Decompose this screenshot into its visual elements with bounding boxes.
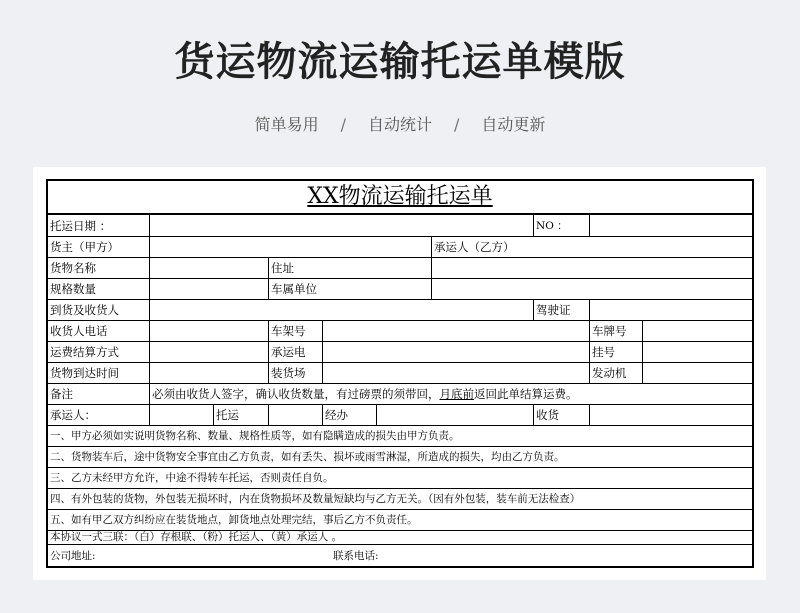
remark-label: 备注: [50, 387, 73, 401]
signer-handler-label: 经办: [325, 408, 348, 422]
row-line: [48, 278, 752, 279]
goods-name-label: 货物名称: [50, 261, 96, 275]
arrival-time-label: 货物到达时间: [50, 366, 119, 380]
signer-consign-label: 托运: [216, 408, 239, 422]
col-line: [268, 404, 269, 425]
row-line: [48, 341, 752, 342]
term-item: 三、乙方未经甲方允许，中途不得转车托运，否则责任自负。: [50, 472, 334, 484]
form-title-row: [48, 181, 752, 215]
consignment-form: [46, 179, 754, 568]
tag-auto-stat: 自动统计: [367, 115, 432, 134]
row-line: [48, 404, 752, 405]
remark-text-part: 必须由收货人签字，确认收货数量，有过磅票的须带回，: [152, 387, 440, 401]
page-title: 货运物流运输托运单模版: [174, 39, 626, 85]
row-line: [48, 299, 752, 300]
trailer-label: 挂号: [592, 345, 615, 359]
remark-text-deadline: 月底前: [439, 387, 474, 401]
no-label: NO ：: [536, 220, 568, 232]
row-line: [48, 257, 752, 258]
loading-site-label: 装货场: [271, 366, 306, 380]
remark-text: [150, 384, 752, 404]
col-line: [589, 404, 590, 425]
spec-qty-label: 规格数量: [50, 282, 96, 296]
col-line: [149, 215, 150, 383]
tag-auto-update: 自动更新: [481, 115, 546, 134]
term-item: 一、甲方必须如实说明货物名称、数量、规格性质等，如有隐瞒造成的损失由甲方负责。: [50, 430, 460, 442]
remark-text-part: 返回此单结算运费。: [474, 387, 578, 401]
tag-easy: 简单易用: [254, 115, 319, 134]
row-line: [48, 320, 752, 321]
shipper-label: 货主（甲方）: [50, 240, 119, 254]
destination-label: 到货及收货人: [50, 303, 119, 317]
col-line: [589, 215, 590, 236]
row-line: [48, 362, 752, 363]
signer-carrier-label: 承运人：: [50, 408, 96, 422]
frame-no-label: 车架号: [271, 324, 306, 338]
engine-label: 发动机: [592, 366, 627, 380]
col-line: [431, 257, 432, 299]
receiver-phone-label: 收货人电话: [50, 324, 108, 338]
tag-separator: /: [340, 115, 346, 134]
form-title: XX物流运输托运单: [307, 184, 493, 209]
term-item: 四、有外包装的货物，外包装无损坏时，内在货物损坏及数量短缺均与乙方无关。（因有外包装，装车前无法检查）: [50, 493, 581, 505]
row-line: [48, 236, 752, 237]
feature-tags: [0, 112, 800, 135]
vehicle-unit-label: 车属单位: [271, 282, 317, 296]
carrier-label: 承运人（乙方）: [434, 240, 515, 254]
plate-label: 车牌号: [592, 324, 627, 338]
contact-phone-label: 联系电话:: [333, 550, 379, 562]
payment-label: 运费结算方式: [50, 345, 119, 359]
col-line: [149, 404, 150, 425]
term-item: 二、货物装车后，途中货物安全事宜由乙方负责，如有丢失、损坏或雨雪淋湿，所造成的损失，均由乙方负责。: [50, 451, 565, 463]
carrier-phone-label: 承运电: [271, 345, 306, 359]
license-label: 驾驶证: [536, 303, 571, 317]
term-item: 本协议一式三联：（白）存根联、（粉）托运人、（黄）承运人 。: [50, 531, 343, 543]
company-address-label: 公司地址:: [50, 550, 96, 562]
row-line: [48, 544, 752, 545]
col-line: [589, 299, 590, 320]
signer-receiver-label: 收货: [536, 408, 559, 422]
term-item: 五、如有甲乙双方纠纷应在装货地点，卸货地点处理完结，事后乙方不负责任。: [50, 514, 418, 526]
tag-separator: /: [454, 115, 460, 134]
ship-date-label: 托运日期 ：: [50, 219, 112, 233]
form-sheet: [33, 167, 766, 580]
address-label: 住址: [271, 261, 294, 275]
